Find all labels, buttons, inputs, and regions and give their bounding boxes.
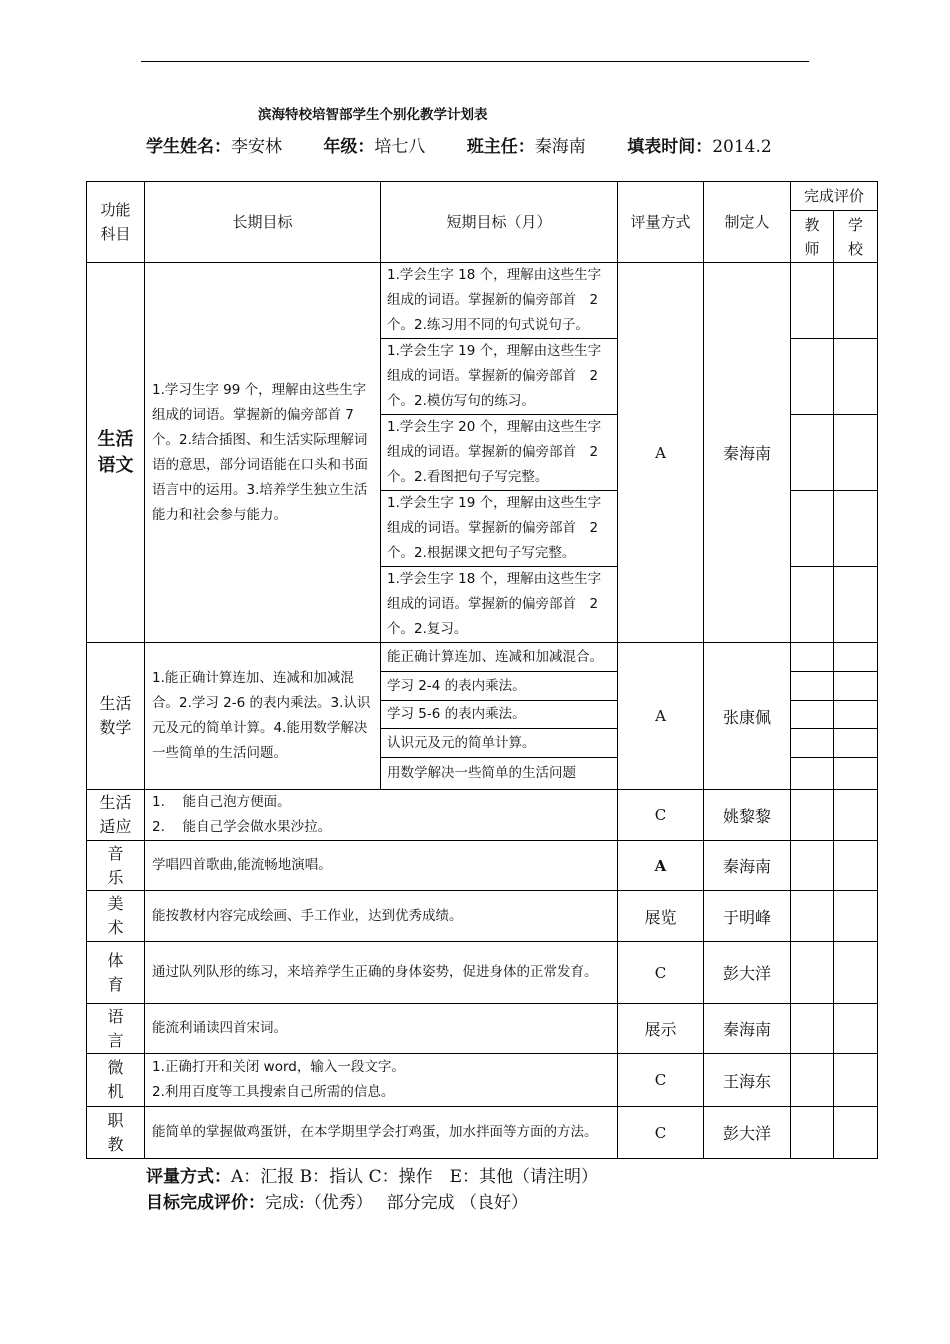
goal-line: 1. 能自己泡方便面。 [152, 794, 291, 810]
assessment-chinese: A [618, 263, 704, 643]
goal-pe: 通过队列队形的练习，来培养学生正确的身体姿势，促进身体的正常发育。 [145, 942, 618, 1004]
eval-cell [834, 729, 878, 758]
table-row [87, 841, 878, 891]
eval-cell [791, 643, 834, 672]
subject-music: 音乐 [87, 841, 145, 891]
assessment-art: 展览 [618, 891, 704, 942]
header-short-goal: 短期目标（月） [381, 182, 618, 263]
eval-cell [834, 643, 878, 672]
short-goal: 学习 5-6 的表内乘法。 [381, 701, 618, 729]
name-label: 学生姓名： [146, 137, 231, 157]
plan-table [86, 181, 878, 1159]
long-goal-chinese: 1.学习生字 99 个，理解由这些生字组成的词语。掌握新的偏旁部首 7 个。2.结合插图、和生活实际理解词语的意思，部分词语能在口头和书面语言中的运用。3.培养学生独立生活能力和社会参与能力。 [145, 263, 381, 643]
assessment-adapt: C [618, 790, 704, 841]
eval-cell [791, 1004, 834, 1054]
assess-legend-text: A：汇报 B：指认 C：操作 E：其他（请注明） [231, 1167, 598, 1187]
eval-cell [791, 1054, 834, 1107]
goal-vocational: 能简单的掌握做鸡蛋饼，在本学期里学会打鸡蛋，加水拌面等方面的方法。 [145, 1107, 618, 1159]
eval-cell [791, 491, 834, 567]
maker-chinese: 秦海南 [704, 263, 791, 643]
assessment-computer: C [618, 1054, 704, 1107]
eval-cell [834, 1004, 878, 1054]
eval-cell [834, 841, 878, 891]
eval-cell [791, 1107, 834, 1159]
table-row [87, 942, 878, 1004]
goal-line: 2. 能自己学会做水果沙拉。 [152, 819, 332, 835]
header-school: 学校 [834, 211, 878, 263]
header-assessment: 评量方式 [618, 182, 704, 263]
eval-legend-label: 目标完成评价： [146, 1193, 265, 1213]
eval-cell [834, 942, 878, 1004]
maker-pe: 彭大洋 [704, 942, 791, 1004]
grade-label: 年级： [323, 137, 375, 157]
teacher-value: 秦海南 [534, 137, 586, 157]
header-teacher: 教师 [791, 211, 834, 263]
subject-language: 语言 [87, 1004, 145, 1054]
subject-art: 美术 [87, 891, 145, 942]
assess-legend-label: 评量方式： [146, 1167, 231, 1187]
eval-cell [834, 790, 878, 841]
short-goal: 认识元及元的简单计算。 [381, 729, 618, 758]
assessment-math: A [618, 643, 704, 790]
eval-cell [791, 701, 834, 729]
short-goal: 学习 2-4 的表内乘法。 [381, 672, 618, 701]
short-goal: 用数学解决一些简单的生活问题 [381, 758, 618, 790]
eval-cell [834, 758, 878, 790]
eval-cell [791, 942, 834, 1004]
maker-math: 张康佩 [704, 643, 791, 790]
date-value: 2014.2 [712, 137, 772, 157]
eval-cell [791, 758, 834, 790]
goal-language: 能流利诵读四首宋词。 [145, 1004, 618, 1054]
goal-line: 2.利用百度等工具搜索自己所需的信息。 [152, 1084, 395, 1100]
header-rule [141, 61, 809, 62]
eval-cell [791, 415, 834, 491]
short-goal: 1.学会生字 18 个，理解由这些生字组成的词语。掌握新的偏旁部首 2 个。2.练习用不同的句式说句子。 [381, 263, 618, 339]
short-goal: 1.学会生字 19 个，理解由这些生字组成的词语。掌握新的偏旁部首 2 个。2.模仿写句的练习。 [381, 339, 618, 415]
eval-cell [834, 491, 878, 567]
eval-cell [834, 263, 878, 339]
subject-adapt: 生活适应 [87, 790, 145, 841]
goal-computer [145, 1054, 618, 1107]
header-row [87, 182, 878, 211]
eval-cell [791, 841, 834, 891]
eval-cell [834, 567, 878, 643]
eval-cell [791, 567, 834, 643]
maker-language: 秦海南 [704, 1004, 791, 1054]
eval-cell [834, 672, 878, 701]
maker-computer: 王海东 [704, 1054, 791, 1107]
goal-adapt [145, 790, 618, 841]
eval-legend-text: 完成:（优秀） 部分完成 （良好） [265, 1193, 529, 1213]
short-goal: 1.学会生字 19 个，理解由这些生字组成的词语。掌握新的偏旁部首 2 个。2.根据课文把句子写完整。 [381, 491, 618, 567]
eval-cell [791, 263, 834, 339]
maker-art: 于明峰 [704, 891, 791, 942]
student-info-line [146, 132, 772, 157]
goal-line: 1.正确打开和关闭 word，输入一段文字。 [152, 1059, 405, 1075]
eval-cell [834, 339, 878, 415]
eval-cell [791, 339, 834, 415]
assessment-pe: C [618, 942, 704, 1004]
short-goal: 1.学会生字 20 个，理解由这些生字组成的词语。掌握新的偏旁部首 2 个。2.看图把句子写完整。 [381, 415, 618, 491]
header-maker: 制定人 [704, 182, 791, 263]
header-long-goal: 长期目标 [145, 182, 381, 263]
table-row [87, 790, 878, 841]
short-goal: 1.学会生字 18 个，理解由这些生字组成的词语。掌握新的偏旁部首 2 个。2.复习。 [381, 567, 618, 643]
assessment-legend [146, 1162, 598, 1187]
maker-vocational: 彭大洋 [704, 1107, 791, 1159]
subject-chinese: 生活语文 [87, 263, 145, 643]
goal-art: 能按教材内容完成绘画、手工作业，达到优秀成绩。 [145, 891, 618, 942]
eval-cell [791, 729, 834, 758]
eval-cell [834, 415, 878, 491]
evaluation-legend [146, 1188, 528, 1213]
table-row [87, 1107, 878, 1159]
maker-music: 秦海南 [704, 841, 791, 891]
assessment-music: A [618, 841, 704, 891]
subject-math: 生活数学 [87, 643, 145, 790]
maker-adapt: 姚黎黎 [704, 790, 791, 841]
table-row [87, 263, 878, 339]
assessment-language: 展示 [618, 1004, 704, 1054]
header-subject: 功能科目 [87, 182, 145, 263]
grade-value: 培七八 [374, 137, 426, 157]
document-title: 滨海特校培智部学生个别化教学计划表 [258, 107, 488, 123]
subject-computer: 微机 [87, 1054, 145, 1107]
eval-cell [791, 672, 834, 701]
long-goal-math: 1.能正确计算连加、连减和加减混合。2.学习 2-6 的表内乘法。3.认识元及元的简单计算。4.能用数学解决一些简单的生活问题。 [145, 643, 381, 790]
table-row [87, 891, 878, 942]
header-completion: 完成评价 [791, 182, 878, 211]
table-row [87, 643, 878, 672]
table-row [87, 1004, 878, 1054]
goal-music: 学唱四首歌曲,能流畅地演唱。 [145, 841, 618, 891]
teacher-label: 班主任： [466, 137, 535, 157]
eval-cell [834, 701, 878, 729]
eval-cell [834, 1054, 878, 1107]
eval-cell [834, 1107, 878, 1159]
date-label: 填表时间： [627, 137, 713, 157]
eval-cell [791, 790, 834, 841]
student-name: 李安林 [231, 137, 282, 157]
eval-cell [791, 891, 834, 942]
eval-cell [834, 891, 878, 942]
short-goal: 能正确计算连加、连减和加减混合。 [381, 643, 618, 672]
subject-pe: 体育 [87, 942, 145, 1004]
subject-vocational: 职教 [87, 1107, 145, 1159]
assessment-vocational: C [618, 1107, 704, 1159]
table-row [87, 1054, 878, 1107]
